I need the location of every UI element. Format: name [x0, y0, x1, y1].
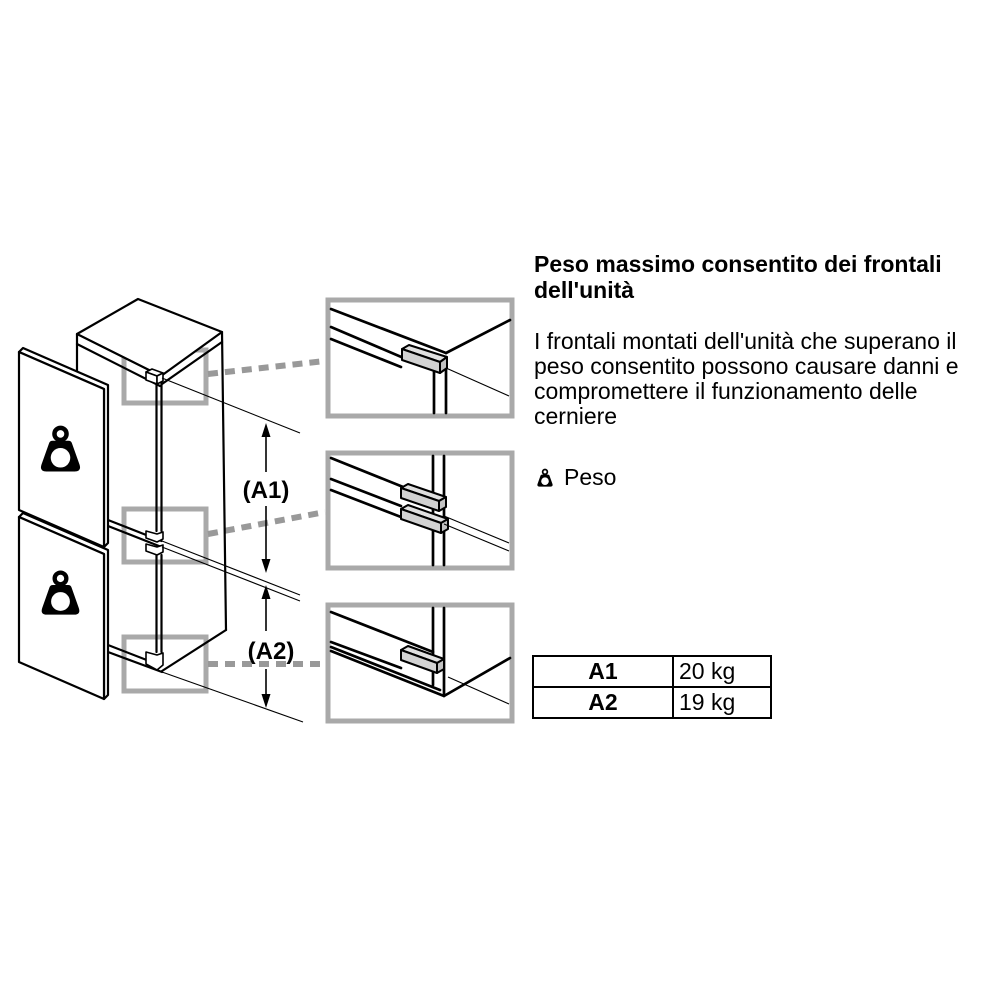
- table-value-a1: 20 kg: [673, 656, 771, 687]
- dimension-a1-label: (A1): [242, 477, 290, 504]
- callout-boxes: [124, 350, 206, 691]
- peso-legend: [537, 464, 616, 491]
- page-title: Peso massimo consentito dei frontali dell'unità: [534, 251, 942, 303]
- table-row: [533, 656, 771, 687]
- dimension-a1: [243, 423, 290, 573]
- table-value-a2: 19 kg: [673, 687, 771, 718]
- detail-view-middle: [328, 453, 512, 568]
- dimension-a2: [248, 585, 295, 708]
- detail-view-top: [328, 300, 512, 416]
- extension-lines: [162, 378, 303, 722]
- weight-icon: [537, 468, 553, 488]
- hinge-top: [146, 369, 163, 384]
- table-row: [533, 687, 771, 718]
- weight-table: [532, 655, 772, 719]
- dimension-a2-label: (A2): [247, 638, 295, 665]
- body-text: I frontali montati dell'unità che superano il peso consentito possono causare danni e compromettere il funzionamento delle cerniere: [534, 328, 959, 429]
- table-key-a2: A2: [533, 687, 673, 718]
- table-key-a1: A1: [533, 656, 673, 687]
- leader-line-top: [208, 361, 325, 374]
- callout-box-middle: [124, 509, 206, 562]
- detail-view-bottom: [328, 605, 512, 721]
- peso-label: Peso: [564, 464, 617, 490]
